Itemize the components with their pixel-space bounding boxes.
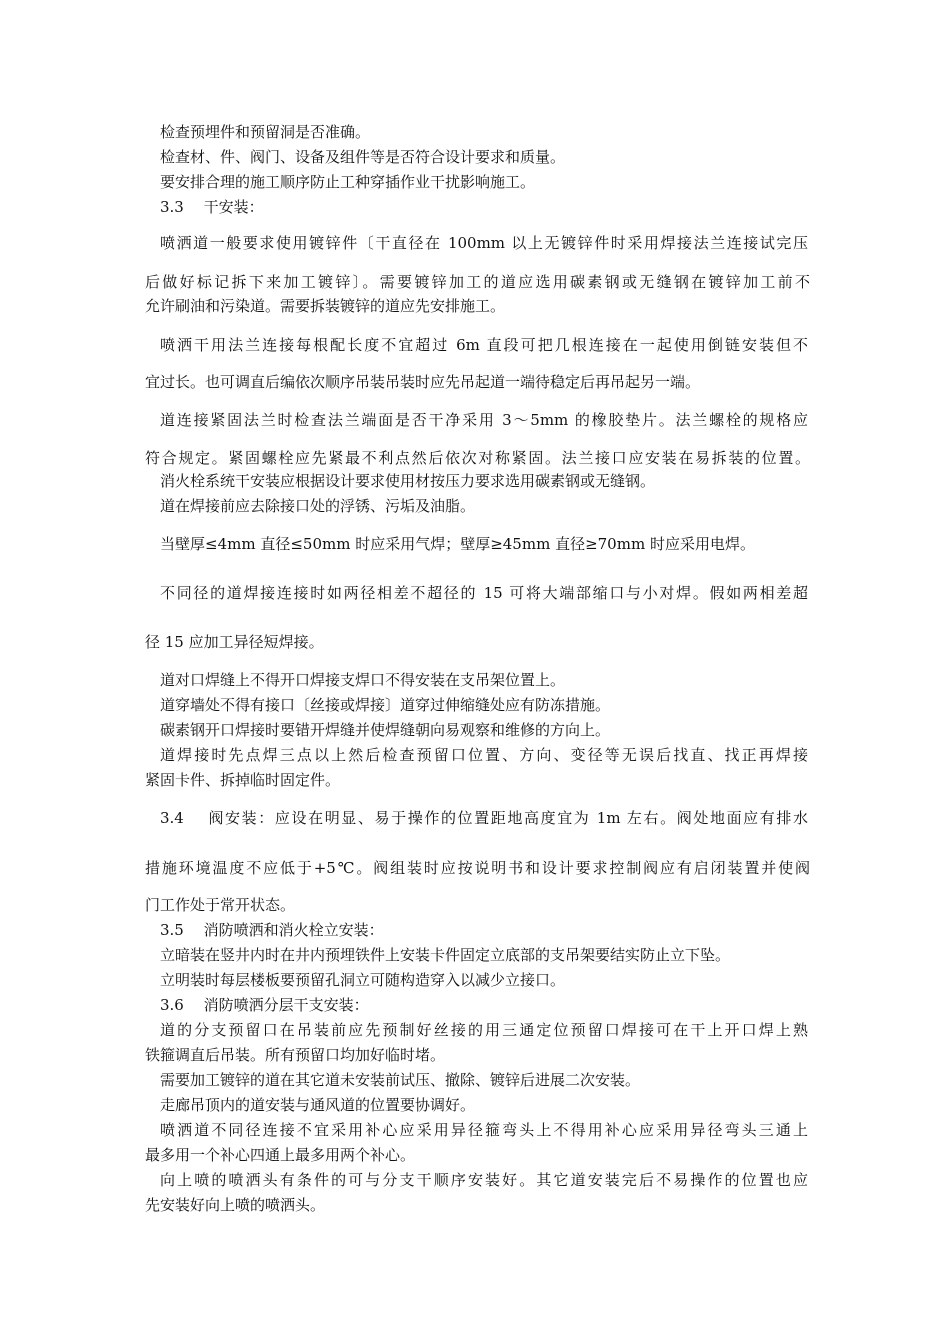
text-line: 径 15 应加工异径短焊接。 bbox=[145, 633, 324, 651]
text-line: 最多用一个补心四通上最多用两个补心。 bbox=[145, 1146, 416, 1164]
text-line: 需要加工镀锌的道在其它道未安装前试压、撤除、镀锌后进展二次安装。 bbox=[160, 1071, 641, 1089]
text-line: 碳素钢开口焊接时要错开焊缝并使焊缝朝向易观察和维修的方向上。 bbox=[160, 721, 611, 739]
text-line: 走廊吊顶内的道安装与通风道的位置要协调好。 bbox=[160, 1096, 476, 1114]
text-line: 门工作处于常开状态。 bbox=[145, 896, 296, 914]
text-line: 喷洒道一般要求使用镀锌件〔干直径在 100mm 以上无镀锌件时采用焊接法兰连接试完压 bbox=[160, 234, 808, 252]
text-line: 要安排合理的施工顺序防止工种穿插作业干扰影响施工。 bbox=[160, 173, 536, 191]
text-line: 道连接紧固法兰时检查法兰端面是否干净采用 3～5mm 的橡胶垫片。法兰螺栓的规格应 bbox=[160, 411, 808, 429]
text-line: 当壁厚≤4mm 直径≤50mm 时应采用气焊；壁厚≥45mm 直径≥70mm 时应采用电焊。 bbox=[160, 535, 755, 553]
section-heading: 3.6 消防喷洒分层干支安装： bbox=[160, 996, 369, 1014]
text-line: 紧固卡件、拆掉临时固定件。 bbox=[145, 771, 341, 789]
text-line: 检查材、件、阀门、设备及组件等是否符合设计要求和质量。 bbox=[160, 148, 566, 166]
text-line: 宜过长。也可调直后编依次顺序吊装吊装时应先吊起道一端待稳定后再吊起另一端。 bbox=[145, 373, 701, 391]
section-heading: 3.4 阀安装：应设在明显、易于操作的位置距地高度宜为 1m 左右。阀处地面应有排水 bbox=[160, 809, 808, 827]
text-line: 喷洒道不同径连接不宜采用补心应采用异径箍弯头上不得用补心应采用异径弯头三通上 bbox=[160, 1121, 808, 1139]
text-line: 允许刷油和污染道。需要拆装镀锌的道应先安排施工。 bbox=[145, 297, 506, 315]
text-line: 先安装好向上喷的喷洒头。 bbox=[145, 1196, 326, 1214]
text-line: 后做好标记拆下来加工镀锌〕。需要镀锌加工的道应选用碳素钢或无缝钢在镀锌加工前不 bbox=[145, 273, 810, 291]
text-line: 铁箍调直后吊装。所有预留口均加好临时堵。 bbox=[145, 1046, 446, 1064]
text-line: 措施环境温度不应低于+5℃。阀组装时应按说明书和设计要求控制阀应有启闭装置并使阀 bbox=[145, 859, 810, 877]
text-line: 检查预埋件和预留洞是否准确。 bbox=[160, 123, 371, 141]
section-heading: 3.3 干安装： bbox=[160, 198, 264, 216]
text-line: 立明装时每层楼板要预留孔洞立可随构造穿入以减少立接口。 bbox=[160, 971, 566, 989]
section-heading: 3.5 消防喷洒和消火栓立安装： bbox=[160, 921, 384, 939]
text-line: 立暗装在竖井内时在井内预埋铁件上安装卡件固定立底部的支吊架要结实防止立下坠。 bbox=[160, 946, 731, 964]
text-line: 道焊接时先点焊三点以上然后检查预留口位置、方向、变径等无误后找直、找正再焊接 bbox=[160, 746, 808, 764]
text-line: 喷洒干用法兰连接每根配长度不宜超过 6m 直段可把几根连接在一起使用倒链安装但不 bbox=[160, 336, 808, 354]
text-line: 道的分支预留口在吊装前应先预制好丝接的用三通定位预留口焊接可在干上开口焊上熟 bbox=[160, 1021, 808, 1039]
text-line: 道对口焊缝上不得开口焊接支焊口不得安装在支吊架位置上。 bbox=[160, 671, 566, 689]
text-line: 不同径的道焊接连接时如两径相差不超径的 15 可将大端部缩口与小对焊。假如两相差超 bbox=[160, 584, 808, 602]
text-line: 消火栓系统干安装应根据设计要求使用材按压力要求选用碳素钢或无缝钢。 bbox=[160, 472, 656, 490]
text-line: 符合规定。紧固螺栓应先紧最不利点然后依次对称紧固。法兰接口应安装在易拆装的位置。 bbox=[145, 449, 810, 467]
text-line: 道穿墙处不得有接口〔丝接或焊接〕道穿过伸缩缝处应有防冻措施。 bbox=[160, 696, 611, 714]
text-line: 向上喷的喷洒头有条件的可与分支干顺序安装好。其它道安装完后不易操作的位置也应 bbox=[160, 1171, 808, 1189]
text-line: 道在焊接前应去除接口处的浮锈、污垢及油脂。 bbox=[160, 497, 476, 515]
